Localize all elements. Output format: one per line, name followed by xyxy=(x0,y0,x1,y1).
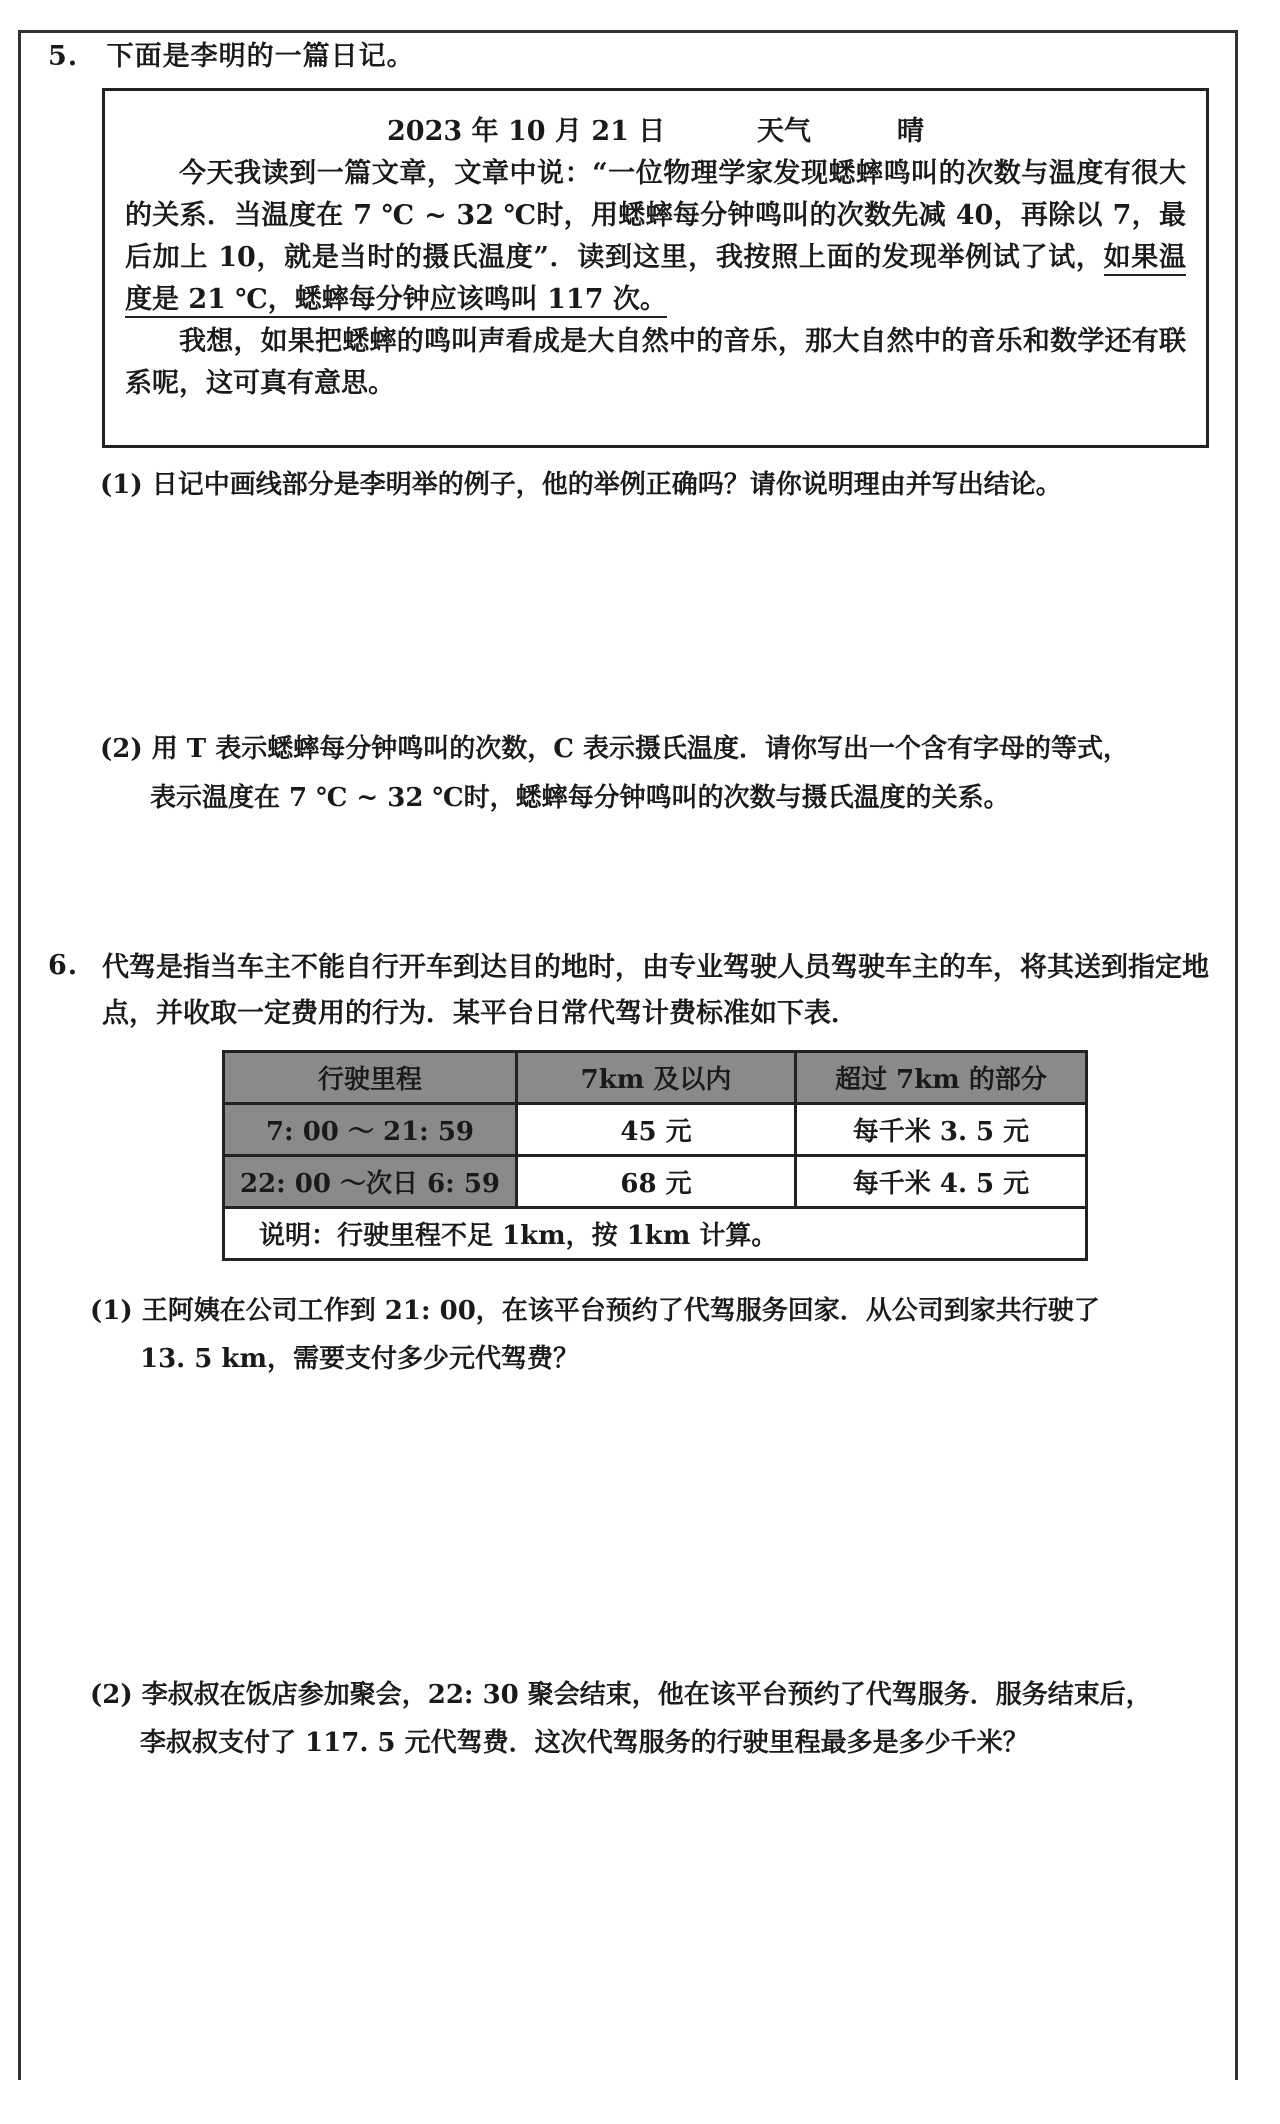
fee-table-note: 说明：行驶里程不足 1km，按 1km 计算。 xyxy=(224,1208,1087,1260)
fee-table-header-cell: 7km 及以内 xyxy=(517,1052,796,1104)
diary-weather-label: 天气 xyxy=(757,116,811,147)
diary-date: 2023 年 10 月 21 日 xyxy=(387,116,666,147)
q5-sub2-line1: (2) 用 T 表示蟋蟀每分钟鸣叫的次数，C 表示摄氏温度．请你写出一个含有字母的等式， xyxy=(100,734,1129,764)
fee-table-extra-cell: 每千米 4. 5 元 xyxy=(796,1156,1087,1208)
fee-table-extra-cell: 每千米 3. 5 元 xyxy=(796,1104,1087,1156)
fee-table-time-cell: 22: 00 ～次日 6: 59 xyxy=(224,1156,517,1208)
diary-box xyxy=(102,88,1209,448)
q6-sub2-line1: (2) 李叔叔在饭店参加聚会，22: 30 聚会结束，他在该平台预约了代驾服务．服务结束后， xyxy=(90,1680,1152,1710)
q5-title: 下面是李明的一篇日记。 xyxy=(106,41,415,72)
fee-table-header-row xyxy=(224,1052,1087,1104)
q6-sub2-line2: 李叔叔支付了 117. 5 元代驾费．这次代驾服务的行驶里程最多是多少千米？ xyxy=(140,1728,1029,1758)
q5-sub2-line2: 表示温度在 7 ℃ ~ 32 ℃时，蟋蟀每分钟鸣叫的次数与摄氏温度的关系。 xyxy=(150,783,1010,813)
q6-sub1-line2: 13. 5 km，需要支付多少元代驾费？ xyxy=(140,1344,579,1374)
fee-table-base-cell: 45 元 xyxy=(517,1104,796,1156)
fee-table-time-cell: 7: 00 ～ 21: 59 xyxy=(224,1104,517,1156)
fee-table-base-cell: 68 元 xyxy=(517,1156,796,1208)
q5-number: 5. xyxy=(48,41,79,72)
diary-paragraph-2: 我想，如果把蟋蟀的鸣叫声看成是大自然中的音乐，那大自然中的音乐和数学还有联系呢，这可真有意思。 xyxy=(125,326,1186,399)
fee-table-header-cell: 行驶里程 xyxy=(224,1052,517,1104)
fee-table-note-row xyxy=(224,1208,1087,1260)
q6-intro: 代驾是指当车主不能自行开车到达目的地时，由专业驾驶人员驾驶车主的车，将其送到指定地点，并收取一定费用的行为．某平台日常代驾计费标准如下表． xyxy=(102,952,1209,1029)
diary-paragraph-1-text: 今天我读到一篇文章，文章中说：“一位物理学家发现蟋蟀鸣叫的次数与温度有很大的关系．当温度在 7 ℃ ~ 32 ℃时，用蟋蟀每分钟鸣叫的次数先减 40，再除以 7，最后加上 10，就是当时的摄氏温度”．读到这里，我按照上面的发现举例试了试， xyxy=(125,158,1186,273)
q5-heading xyxy=(48,34,415,73)
q6-sub1-line1: (1) 王阿姨在公司工作到 21: 00，在该平台预约了代驾服务回家．从公司到家共行驶了 xyxy=(90,1296,1100,1326)
diary-header xyxy=(125,109,1186,153)
q5-sub1: (1) 日记中画线部分是李明举的例子，他的举例正确吗？请你说明理由并写出结论。 xyxy=(100,470,1062,500)
fee-table-row xyxy=(224,1104,1087,1156)
q6-number: 6. xyxy=(48,950,79,981)
diary-weather-value: 晴 xyxy=(897,116,924,147)
diary-paragraph-1 xyxy=(125,153,1186,321)
diary-underlined-example: 如果温度是 21 ℃，蟋蟀每分钟应该鸣叫 117 次。 xyxy=(125,242,1186,318)
fee-table xyxy=(222,1050,1088,1261)
fee-table-header-cell: 超过 7km 的部分 xyxy=(796,1052,1087,1104)
fee-table-row xyxy=(224,1156,1087,1208)
